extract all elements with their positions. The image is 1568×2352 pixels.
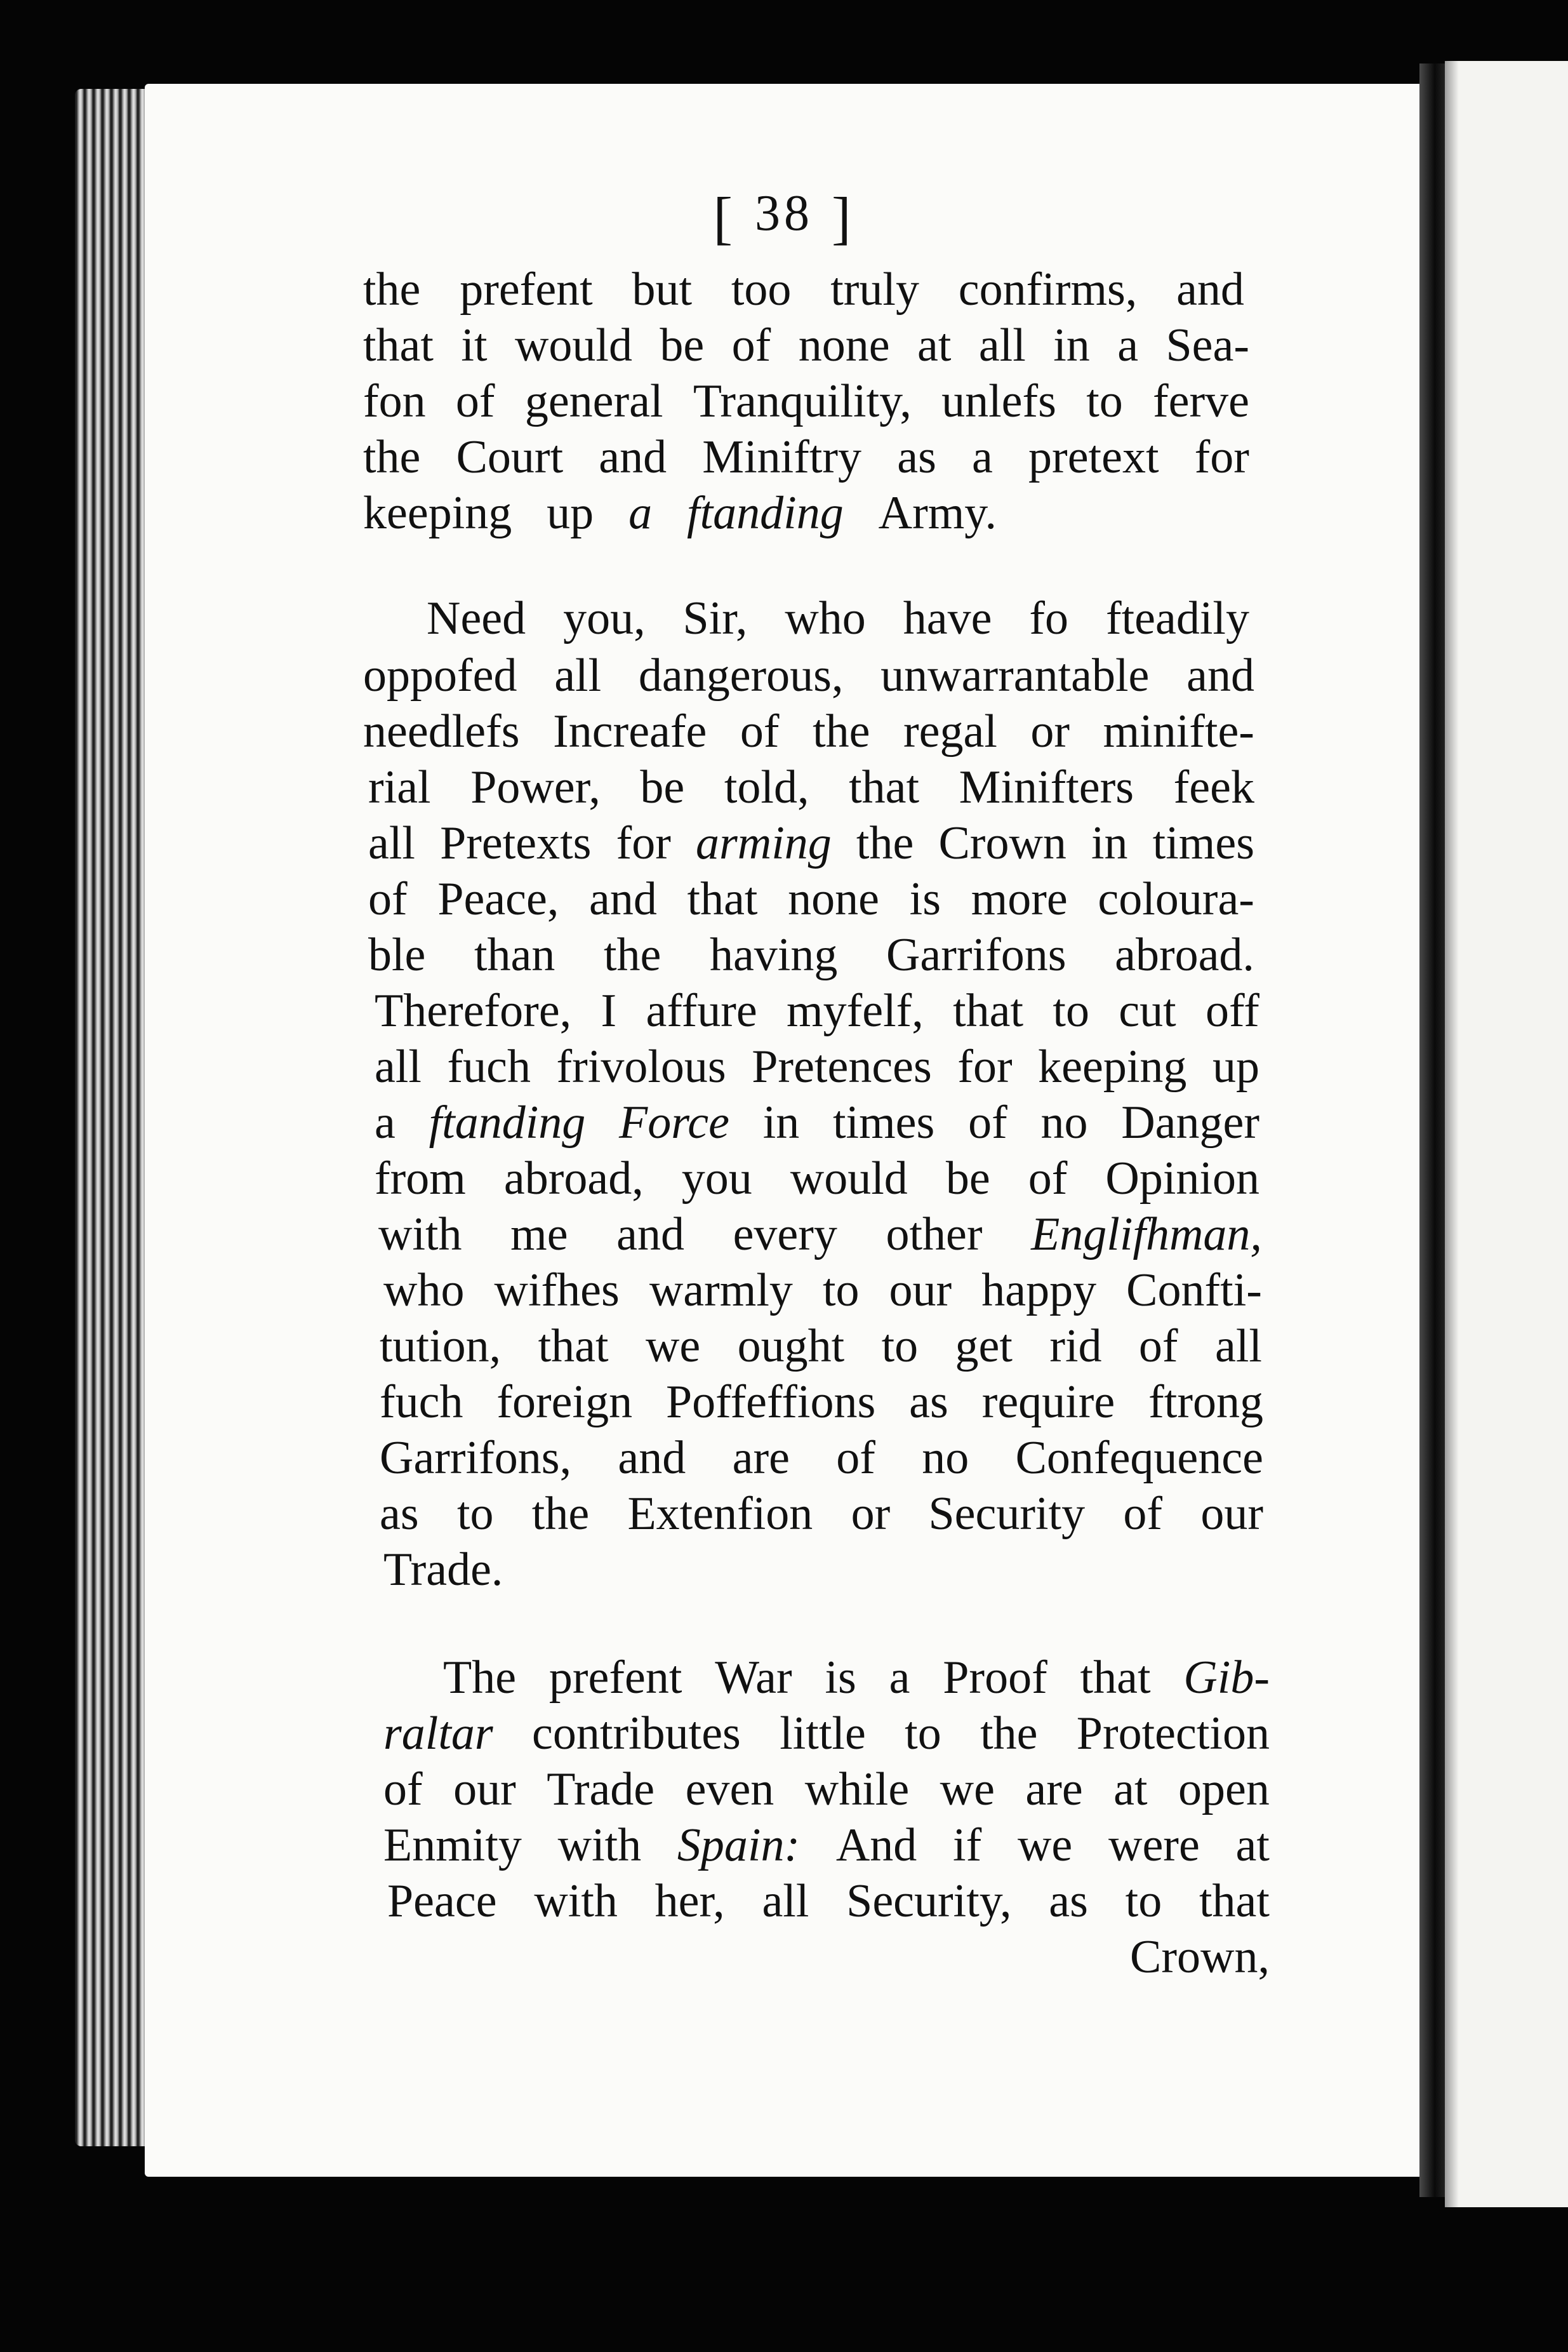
text-line — [375, 1149, 1259, 1208]
facing-page — [1445, 61, 1568, 2207]
text-word: Spain: — [677, 1819, 801, 1871]
text-word: Crown — [938, 817, 1066, 869]
text-word: of — [1138, 1320, 1178, 1372]
text-word: Trade — [547, 1763, 655, 1815]
text-word: have — [903, 592, 992, 645]
text-word: abroad. — [1115, 929, 1254, 981]
text-word: Englifhman, — [1031, 1208, 1262, 1260]
text-word: would — [790, 1153, 908, 1205]
text-word: all — [1214, 1320, 1262, 1372]
text-word: foreign — [496, 1376, 633, 1428]
text-word: or — [1030, 705, 1070, 758]
text-word: that — [849, 761, 920, 813]
text-word: her, — [654, 1875, 725, 1927]
text-word: the — [603, 929, 661, 981]
text-word: are — [732, 1432, 790, 1484]
text-word: no — [1040, 1097, 1088, 1149]
text-word: and — [616, 1208, 684, 1260]
text-line — [368, 870, 1254, 928]
text-word: get — [955, 1320, 1013, 1372]
text-word: all — [375, 1041, 422, 1093]
text-word: Poffeffions — [665, 1376, 876, 1428]
text-word: cut — [1119, 985, 1176, 1037]
text-word: I — [601, 985, 617, 1037]
text-word: the — [980, 1707, 1038, 1760]
text-word: to — [1086, 375, 1123, 427]
text-word: our — [1200, 1488, 1263, 1540]
text-word: rial — [368, 761, 431, 813]
text-word: Pretences — [752, 1041, 932, 1093]
text-word: none — [788, 873, 880, 925]
text-word: who — [383, 1264, 465, 1316]
text-word: Sir, — [682, 592, 748, 645]
text-word: were — [1108, 1819, 1200, 1871]
text-word: abroad, — [503, 1153, 644, 1205]
text-word: Garrifons, — [380, 1432, 572, 1484]
text-word: other — [886, 1208, 983, 1260]
header-close-bracket: ] — [832, 185, 855, 250]
text-word: Army. — [878, 487, 997, 539]
header-open-bracket: [ — [713, 185, 736, 250]
text-word: Tranquility, — [693, 375, 912, 427]
text-word: at — [917, 319, 952, 371]
text-word: in — [1091, 817, 1128, 869]
text-word: require — [981, 1376, 1115, 1428]
text-word: of — [968, 1097, 1007, 1149]
text-word: to — [456, 1488, 494, 1540]
text-line — [387, 1928, 1270, 1986]
text-word: War — [715, 1652, 792, 1704]
text-word: ftanding — [687, 487, 844, 539]
text-word: be — [945, 1153, 990, 1205]
text-word: frivolous — [556, 1041, 726, 1093]
text-word: Minifters — [959, 761, 1134, 813]
text-word: if — [953, 1819, 982, 1871]
text-word: having — [709, 929, 838, 981]
text-word: we — [1017, 1819, 1073, 1871]
text-line — [363, 484, 997, 542]
text-word: the — [531, 1488, 590, 1540]
text-word: for — [616, 817, 671, 869]
text-word: at — [1113, 1763, 1148, 1815]
text-word: Proof — [943, 1652, 1047, 1704]
text-word: Gib- — [1183, 1652, 1270, 1704]
text-word: of — [731, 319, 771, 371]
text-word: Increafe — [553, 705, 707, 758]
text-word: every — [733, 1208, 837, 1260]
text-word: and — [618, 1432, 686, 1484]
text-word: with — [534, 1875, 618, 1927]
text-word: as — [897, 431, 936, 483]
text-line — [368, 814, 1254, 872]
text-word: of — [383, 1763, 423, 1815]
text-word: a — [972, 431, 993, 483]
text-word: Security, — [846, 1875, 1012, 1927]
text-word: warmly — [649, 1264, 793, 1316]
text-word: arming — [696, 817, 832, 869]
text-word: keeping — [1038, 1041, 1187, 1093]
text-line — [375, 982, 1259, 1040]
text-word: raltar — [383, 1707, 493, 1760]
text-line — [383, 1704, 1270, 1763]
text-word: that — [363, 319, 434, 371]
text-word: ferve — [1153, 375, 1249, 427]
text-word: myfelf, — [787, 985, 924, 1037]
text-word: for — [1194, 431, 1249, 483]
text-word: unlefs — [941, 375, 1056, 427]
text-word: ought — [737, 1320, 845, 1372]
text-word: Pretexts — [440, 817, 592, 869]
text-line — [363, 646, 1254, 705]
text-word: Extenfion — [627, 1488, 813, 1540]
text-word: none — [798, 319, 890, 371]
text-word: needlefs — [363, 705, 520, 758]
text-word: Sea- — [1166, 319, 1249, 371]
text-line — [368, 758, 1254, 817]
text-word: you, — [563, 592, 646, 645]
text-line — [387, 1872, 1270, 1930]
text-line — [383, 1816, 1270, 1874]
text-word: fteadily — [1105, 592, 1249, 645]
text-line — [380, 1317, 1262, 1375]
text-word: up — [1212, 1041, 1259, 1093]
text-word: Confti- — [1126, 1264, 1262, 1316]
text-word: oppofed — [363, 650, 517, 702]
text-word: we — [645, 1320, 701, 1372]
facing-page-shadow — [1445, 61, 1459, 2207]
text-word: the — [363, 431, 421, 483]
text-word: off — [1205, 985, 1259, 1037]
text-word: is — [825, 1652, 856, 1704]
text-line — [375, 1038, 1259, 1096]
text-word: contributes — [532, 1707, 741, 1760]
text-word: all — [368, 817, 415, 869]
text-word: ftanding — [429, 1097, 586, 1149]
text-word: be — [660, 319, 705, 371]
text-word: a — [889, 1652, 910, 1704]
text-word: feek — [1173, 761, 1254, 813]
page-edges — [75, 89, 151, 2146]
text-line — [363, 428, 1249, 486]
text-word: our — [453, 1763, 516, 1815]
text-word: but — [632, 264, 693, 316]
text-word: at — [1235, 1819, 1270, 1871]
text-word: a — [1117, 319, 1139, 371]
text-word: tution, — [380, 1320, 502, 1372]
text-word: open — [1178, 1763, 1270, 1815]
text-word: who — [785, 592, 866, 645]
text-word: confirms, — [958, 264, 1138, 316]
text-word: and — [589, 873, 657, 925]
text-word: with — [557, 1819, 642, 1871]
text-word: more — [971, 873, 1068, 925]
text-word: our — [889, 1264, 952, 1316]
text-word: Enmity — [383, 1819, 522, 1871]
text-word: Peace — [387, 1875, 497, 1927]
text-word: of — [836, 1432, 875, 1484]
text-line — [383, 1760, 1270, 1819]
text-line — [383, 1540, 521, 1599]
text-word: we — [940, 1763, 995, 1815]
text-word: Power, — [470, 761, 601, 813]
text-word: of — [368, 873, 408, 925]
text-word: The — [443, 1652, 517, 1704]
text-word: it — [461, 319, 488, 371]
text-word: is — [909, 873, 941, 925]
text-word: as — [380, 1488, 419, 1540]
text-word: as — [909, 1376, 948, 1428]
text-word: told, — [724, 761, 809, 813]
text-word: times — [1152, 817, 1254, 869]
text-word: as — [1049, 1875, 1088, 1927]
text-line — [378, 1205, 1262, 1264]
text-word: that — [687, 873, 758, 925]
text-line — [380, 1485, 1263, 1543]
text-word: happy — [981, 1264, 1097, 1316]
page-number-header — [0, 184, 1568, 251]
text-line — [363, 316, 1249, 375]
text-word: of — [455, 375, 495, 427]
text-word: all — [762, 1875, 809, 1927]
text-word: pretext — [1028, 431, 1159, 483]
text-word: up — [547, 487, 594, 539]
text-word: you — [681, 1153, 752, 1205]
text-word: a — [628, 487, 653, 539]
text-word: in — [1053, 319, 1090, 371]
text-word: are — [1025, 1763, 1083, 1815]
text-word: Miniftry — [702, 431, 862, 483]
text-word: or — [851, 1488, 891, 1540]
text-word: Garrifons — [886, 929, 1066, 981]
text-word: unwarrantable — [880, 650, 1150, 702]
text-line — [363, 702, 1254, 761]
text-word: than — [474, 929, 555, 981]
text-word: in — [762, 1097, 800, 1149]
text-line — [383, 1261, 1262, 1320]
text-word: minifte- — [1103, 705, 1254, 758]
text-word: ftrong — [1148, 1376, 1263, 1428]
text-word: with — [378, 1208, 462, 1260]
text-word: affure — [646, 985, 757, 1037]
text-word: me — [510, 1208, 568, 1260]
text-line — [368, 926, 1254, 984]
text-word: regal — [903, 705, 997, 758]
text-word: even — [685, 1763, 774, 1815]
text-word: that — [1080, 1652, 1151, 1704]
text-word: Danger — [1121, 1097, 1259, 1149]
text-word: of — [1028, 1153, 1068, 1205]
text-word: Force — [619, 1097, 729, 1149]
text-word: fuch — [380, 1376, 463, 1428]
text-word: no — [922, 1432, 969, 1484]
text-word: to — [881, 1320, 919, 1372]
binding-gutter — [1419, 63, 1445, 2197]
text-word: times — [833, 1097, 935, 1149]
text-word: be — [640, 761, 685, 813]
text-word: to — [1053, 985, 1089, 1037]
text-line — [375, 1093, 1259, 1152]
text-word: of — [1123, 1488, 1163, 1540]
text-word: and — [599, 431, 667, 483]
text-word: prefent — [548, 1652, 682, 1704]
text-word: of — [740, 705, 780, 758]
text-word: little — [780, 1707, 866, 1760]
text-word: Crown, — [1130, 1931, 1270, 1983]
text-word: Confequence — [1015, 1432, 1263, 1484]
text-word: all — [554, 650, 602, 702]
text-word: And — [835, 1819, 917, 1871]
text-word: the — [813, 705, 870, 758]
text-word: from — [375, 1153, 466, 1205]
text-word: Opinion — [1105, 1153, 1259, 1205]
text-word: general — [524, 375, 663, 427]
text-word: Need — [427, 592, 526, 645]
text-word: Trade. — [383, 1544, 503, 1596]
text-word: keeping — [363, 487, 512, 539]
text-word: that — [1199, 1875, 1270, 1927]
text-word: would — [514, 319, 632, 371]
text-word: rid — [1049, 1320, 1102, 1372]
text-word: fon — [363, 375, 426, 427]
text-word: Peace, — [437, 873, 559, 925]
text-word: dangerous, — [638, 650, 844, 702]
text-word: truly — [830, 264, 919, 316]
text-word: and — [1186, 650, 1254, 702]
text-line — [380, 1429, 1263, 1487]
text-line — [427, 589, 1249, 648]
text-word: and — [1176, 264, 1244, 316]
text-word: to — [822, 1264, 860, 1316]
text-word: too — [731, 264, 792, 316]
text-word: for — [957, 1041, 1013, 1093]
text-word: wifhes — [494, 1264, 620, 1316]
text-word: prefent — [460, 264, 593, 316]
text-word: a — [375, 1097, 395, 1149]
text-word: that — [953, 985, 1024, 1037]
text-word: to — [905, 1707, 941, 1760]
text-word: fo — [1029, 592, 1069, 645]
text-word: that — [538, 1320, 609, 1372]
text-word: while — [804, 1763, 910, 1815]
text-word: Protection — [1076, 1707, 1270, 1760]
text-word: all — [978, 319, 1026, 371]
text-word: the — [856, 817, 914, 869]
text-line — [363, 260, 1244, 319]
text-word: Court — [456, 431, 564, 483]
text-word: coloura- — [1098, 873, 1254, 925]
text-word: to — [1125, 1875, 1162, 1927]
text-word: Security — [928, 1488, 1086, 1540]
text-word: Therefore, — [375, 985, 572, 1037]
page-number: 38 — [755, 185, 813, 241]
text-line — [443, 1648, 1270, 1707]
text-word: fuch — [447, 1041, 531, 1093]
text-word: the — [363, 264, 421, 316]
text-line — [363, 372, 1249, 431]
text-word: ble — [368, 929, 426, 981]
text-line — [380, 1373, 1263, 1431]
